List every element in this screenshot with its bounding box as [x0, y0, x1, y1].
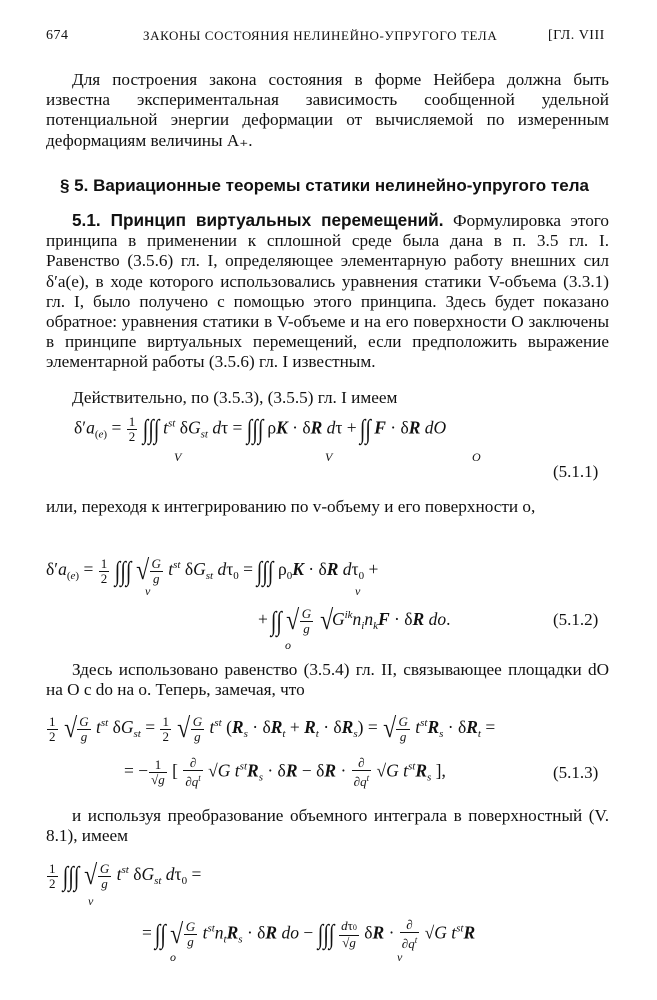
para-here: Здесь использовано равенство (3.5.4) гл. II, связывающее площадки dO на O с do на o. Теперь, замечая, что	[46, 660, 609, 700]
limit-V-1: V	[174, 450, 182, 464]
equation-number-5-1-3: (5.1.3)	[553, 763, 599, 782]
limit-v-4: v	[397, 950, 403, 964]
running-title: ЗАКОНЫ СОСТОЯНИЯ НЕЛИНЕЙНО-УПРУГОГО ТЕЛА	[143, 28, 498, 43]
intro-paragraph: Для построения закона состояния в форме Нейбера должна быть известна экспериментальная зависимость сообщенной удельной потенциальной энергии деформации от вычисляемой по измеренным деформациям величины A₊.	[46, 70, 609, 150]
limit-v-2: v	[355, 584, 361, 598]
equation-final-line-2: = ∫∫ √ $\frac{G}{g}$ $t^{st}n_tR_s \cdot \delta R$ do − ∫∫∫ $\frac{d\tau 0}{√g}$ δR · $\frac{\partial}{\partial q^t}$ √G $t^{st}R$	[142, 917, 476, 951]
limit-o-2: o	[170, 950, 176, 964]
limit-v-3: v	[88, 894, 94, 908]
limit-O-1: O	[472, 450, 481, 464]
chapter-label: [ГЛ. VIII	[548, 28, 605, 43]
para-indeed: Действительно, по (3.5.3), (3.5.5) гл. I имеем	[72, 388, 398, 407]
section-heading: § 5. Вариационные теоремы статики нелинейно-упругого тела	[60, 176, 589, 195]
equation-5-1-1: $\delta'a_{(e)}$ = $\frac{1}{2}$ ∫∫∫ $t^{st}$ $\delta G_{st}$ dτ = ∫∫∫ ρK · δR dτ + ∫∫ F · δR dO	[74, 414, 447, 444]
para-or: или, переходя к интегрированию по v-объему и его поверхности o,	[46, 497, 536, 516]
equation-final-line-1: $\frac{1}{2}$ ∫∫∫ √ $\frac{G}{g}$ $t^{st}$ $\delta G_{st}$ $d\tau_0$ =	[49, 860, 202, 891]
page-number: 674	[46, 28, 69, 43]
limit-v-1: v	[145, 584, 151, 598]
equation-5-1-2-line-2: + ∫∫ √ $\frac{G}{g}$ $√G^{ik}n_in_kF \cdot \delta R$ do.	[258, 605, 451, 636]
equation-5-1-2-line-1: $\delta'a_{(e)}$ = $\frac{1}{2}$ ∫∫∫ √ $\frac{G}{g}$ $t^{st}$ $\delta G_{st}$ $d\tau_0$ = ∫∫∫ $\rho_0K \cdot \delta R$ $d\tau_0$ +	[46, 555, 379, 586]
equation-5-1-3-line-1: $\frac{1}{2}$ √ $\frac{G}{g}$ $t^{st}$ $\delta G_{st}$ = $\frac{1}{2}$ √ $\frac{G}{g}$ $t^{st}$ $(R_s \cdot \delta R_t + R_t \cdot \delta R_s)$ = √ $\frac{G}{g}$ $t^{st}R_s \cdot \delta R_t$ =	[49, 713, 496, 744]
limit-V-2: V	[325, 450, 333, 464]
subsection-text: Формулировка этого принципа в применении к сплошной среде была дана в п. 3.5 гл. I. Равенство (3.5.6) гл. I, определяющее элементарную работу внешних сил δ′a(e), в ходе которого использовались уравнения статики V-объема (3.3.1) гл. I, было получено с помощью этого принципа. Здесь будет показано обратное: уравнения статики в V-объеме и на его поверхности O заключены в принципе виртуальных перемещений, если предположить выражение элементарной работы (3.5.6) гл. I известным.	[46, 211, 610, 372]
para-using: и используя преобразование объемного интеграла в поверхностный (V. 8.1), имеем	[46, 806, 609, 846]
equation-number-5-1-2: (5.1.2)	[553, 610, 599, 629]
subsection-paragraph	[46, 210, 609, 373]
equation-5-1-3-line-2: = − $\frac{1}{√g}$ [ $\frac{\partial}{\partial q^t}$ √G $t^{st}R_s \cdot \delta R - \delta R$ · $\frac{\partial}{\partial q^t}$ √G $t^{st}R_s$ ],	[124, 755, 446, 789]
limit-o-1: o	[285, 638, 291, 652]
equation-number-5-1-1: (5.1.1)	[553, 462, 599, 481]
subsection-title: 5.1. Принцип виртуальных перемещений.	[72, 210, 444, 230]
